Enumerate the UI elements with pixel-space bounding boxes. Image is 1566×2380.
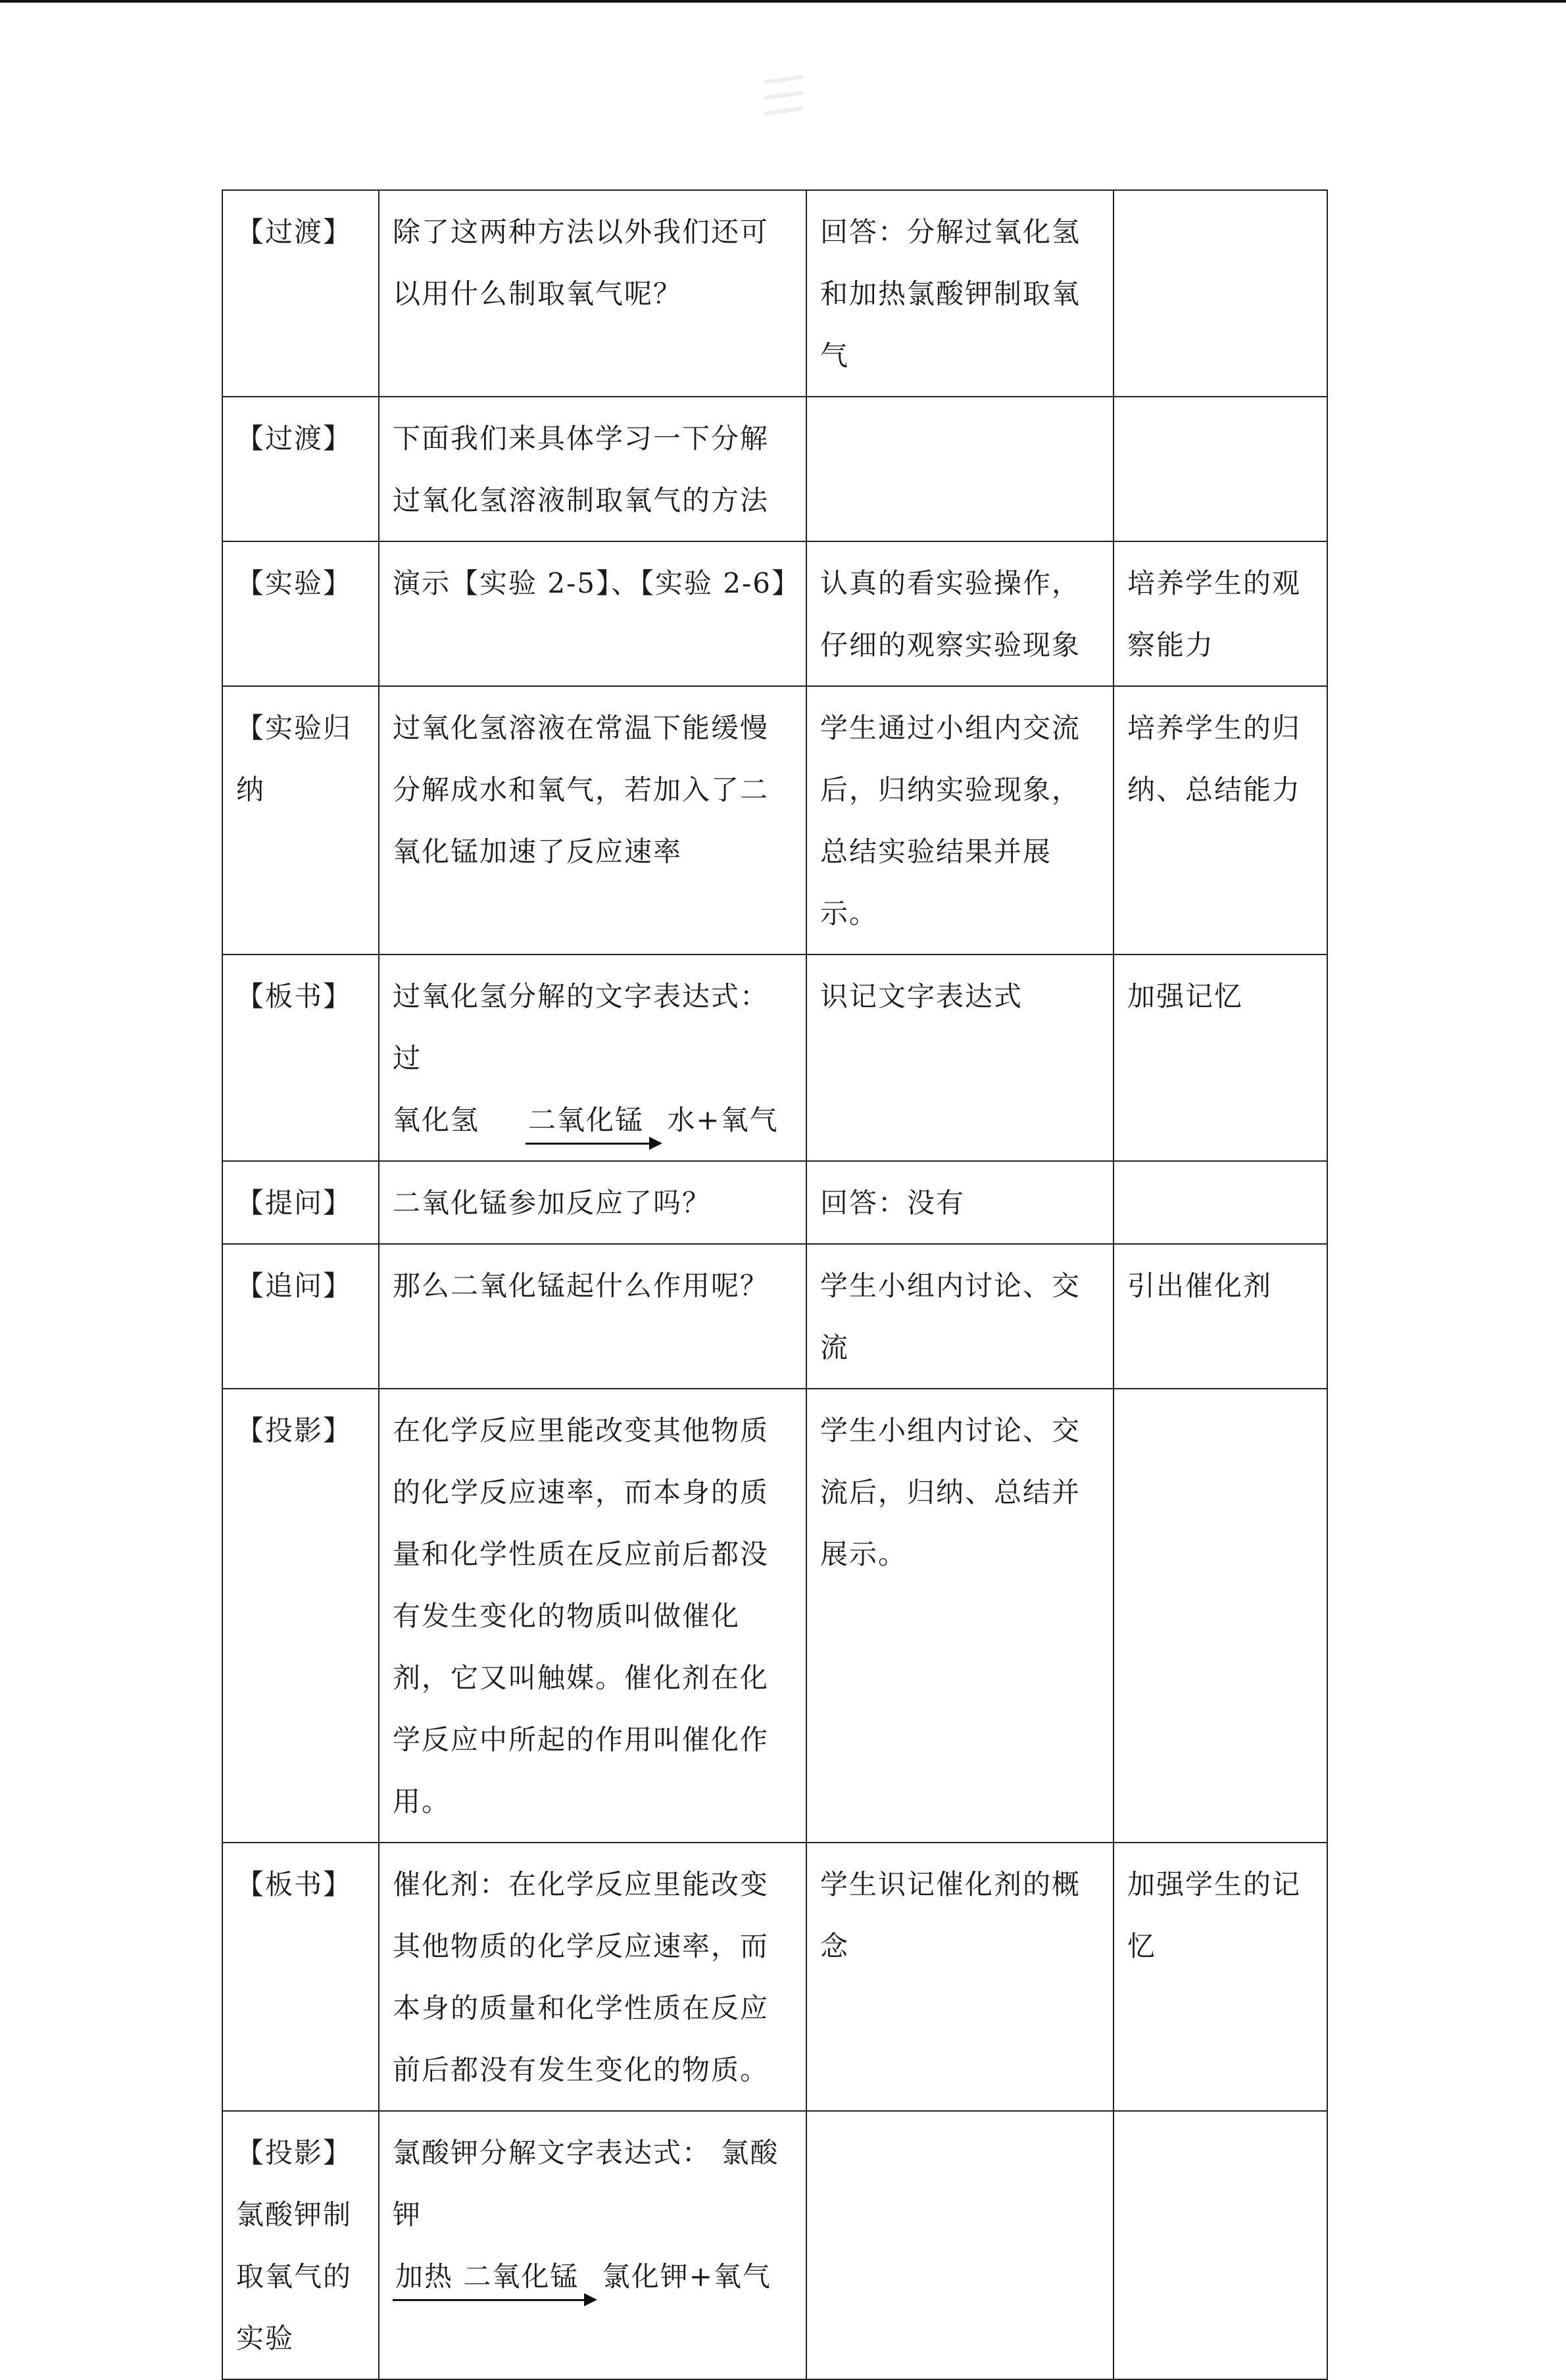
stage-cell: 【实验】 xyxy=(222,541,379,686)
equation-intro-text: 氯酸钾分解文字表达式： 氯酸钾 xyxy=(393,2137,779,2231)
table-row xyxy=(222,190,1327,397)
design-intent-cell: 引出催化剂 xyxy=(1113,1244,1327,1389)
table-row xyxy=(222,397,1327,541)
design-intent-cell xyxy=(1113,1389,1327,1843)
student-activity-cell: 学生通过小组内交流后，归纳实验现象，总结实验结果并展示。 xyxy=(806,686,1113,954)
table-row xyxy=(222,1389,1327,1843)
lesson-plan-table xyxy=(222,189,1328,2380)
teacher-activity-cell: 二氧化锰参加反应了吗？ xyxy=(379,1161,806,1244)
equation-condition: 二氧化锰 xyxy=(528,1104,645,1136)
design-intent-cell xyxy=(1113,2111,1327,2379)
teacher-activity-cell: 过氧化氢溶液在常温下能缓慢分解成水和氧气，若加入了二氧化锰加速了反应速率 xyxy=(379,686,806,954)
design-intent-cell: 培养学生的观察能力 xyxy=(1113,541,1327,686)
table-row xyxy=(222,1843,1327,2111)
equation-product: 水+氧气 xyxy=(667,1104,779,1136)
design-intent-cell: 加强记忆 xyxy=(1113,954,1327,1161)
table-row xyxy=(222,1244,1327,1389)
reaction-arrow-icon xyxy=(526,1089,647,1151)
stage-cell: 【投影】氯酸钾制取氧气的实验 xyxy=(222,2111,379,2379)
equation-condition: 加热 二氧化锰 xyxy=(395,2260,579,2293)
equation-intro-text: 过氧化氢分解的文字表达式：过 xyxy=(393,980,770,1074)
table-row xyxy=(222,686,1327,954)
design-intent-cell xyxy=(1113,1161,1327,1244)
stage-cell: 【实验归纳 xyxy=(222,686,379,954)
design-intent-cell xyxy=(1113,190,1327,397)
reaction-arrow-icon xyxy=(393,2246,581,2308)
stage-cell: 【板书】 xyxy=(222,1843,379,2111)
equation-product: 氯化钾+氧气 xyxy=(602,2260,771,2293)
stage-cell: 【提问】 xyxy=(222,1161,379,1244)
teacher-activity-cell: 演示【实验 2-5】、【实验 2-6】 xyxy=(379,541,806,686)
teacher-activity-cell: 下面我们来具体学习一下分解过氧化氢溶液制取氧气的方法 xyxy=(379,397,806,541)
student-activity-cell: 认真的看实验操作，仔细的观察实验现象 xyxy=(806,541,1113,686)
teacher-activity-cell xyxy=(379,954,806,1161)
table-row xyxy=(222,954,1327,1161)
student-activity-cell: 学生小组内讨论、交流 xyxy=(806,1244,1113,1389)
equation-reactant: 氧化氢 xyxy=(393,1104,480,1136)
student-activity-cell: 识记文字表达式 xyxy=(806,954,1113,1161)
teacher-activity-cell: 在化学反应里能改变其他物质的化学反应速率，而本身的质量和化学性质在反应前后都没有发生变化的物质叫做催化剂，它又叫触媒。催化剂在化学反应中所起的作用叫催化作用。 xyxy=(379,1389,806,1843)
student-activity-cell xyxy=(806,2111,1113,2379)
stage-cell: 【追问】 xyxy=(222,1244,379,1389)
student-activity-cell: 回答：分解过氧化氢和加热氯酸钾制取氧气 xyxy=(806,190,1113,397)
table-row xyxy=(222,1161,1327,1244)
teacher-activity-cell: 除了这两种方法以外我们还可以用什么制取氧气呢？ xyxy=(379,190,806,397)
stage-cell: 【投影】 xyxy=(222,1389,379,1843)
table-row xyxy=(222,541,1327,686)
teacher-activity-cell: 那么二氧化锰起什么作用呢？ xyxy=(379,1244,806,1389)
word-equation xyxy=(393,1089,793,1151)
stage-cell: 【过渡】 xyxy=(222,190,379,397)
design-intent-cell: 培养学生的归纳、总结能力 xyxy=(1113,686,1327,954)
stage-cell: 【板书】 xyxy=(222,954,379,1161)
table-row xyxy=(222,2111,1327,2379)
watermark-mark xyxy=(762,78,805,141)
word-equation xyxy=(393,2246,793,2308)
stage-cell: 【过渡】 xyxy=(222,397,379,541)
design-intent-cell: 加强学生的记忆 xyxy=(1113,1843,1327,2111)
teacher-activity-cell xyxy=(379,2111,806,2379)
student-activity-cell: 学生小组内讨论、交流后，归纳、总结并展示。 xyxy=(806,1389,1113,1843)
student-activity-cell xyxy=(806,397,1113,541)
student-activity-cell: 学生识记催化剂的概念 xyxy=(806,1843,1113,2111)
design-intent-cell xyxy=(1113,397,1327,541)
student-activity-cell: 回答：没有 xyxy=(806,1161,1113,1244)
page-top-border xyxy=(0,0,1566,3)
teacher-activity-cell: 催化剂：在化学反应里能改变其他物质的化学反应速率，而本身的质量和化学性质在反应前后都没有发生变化的物质。 xyxy=(379,1843,806,2111)
